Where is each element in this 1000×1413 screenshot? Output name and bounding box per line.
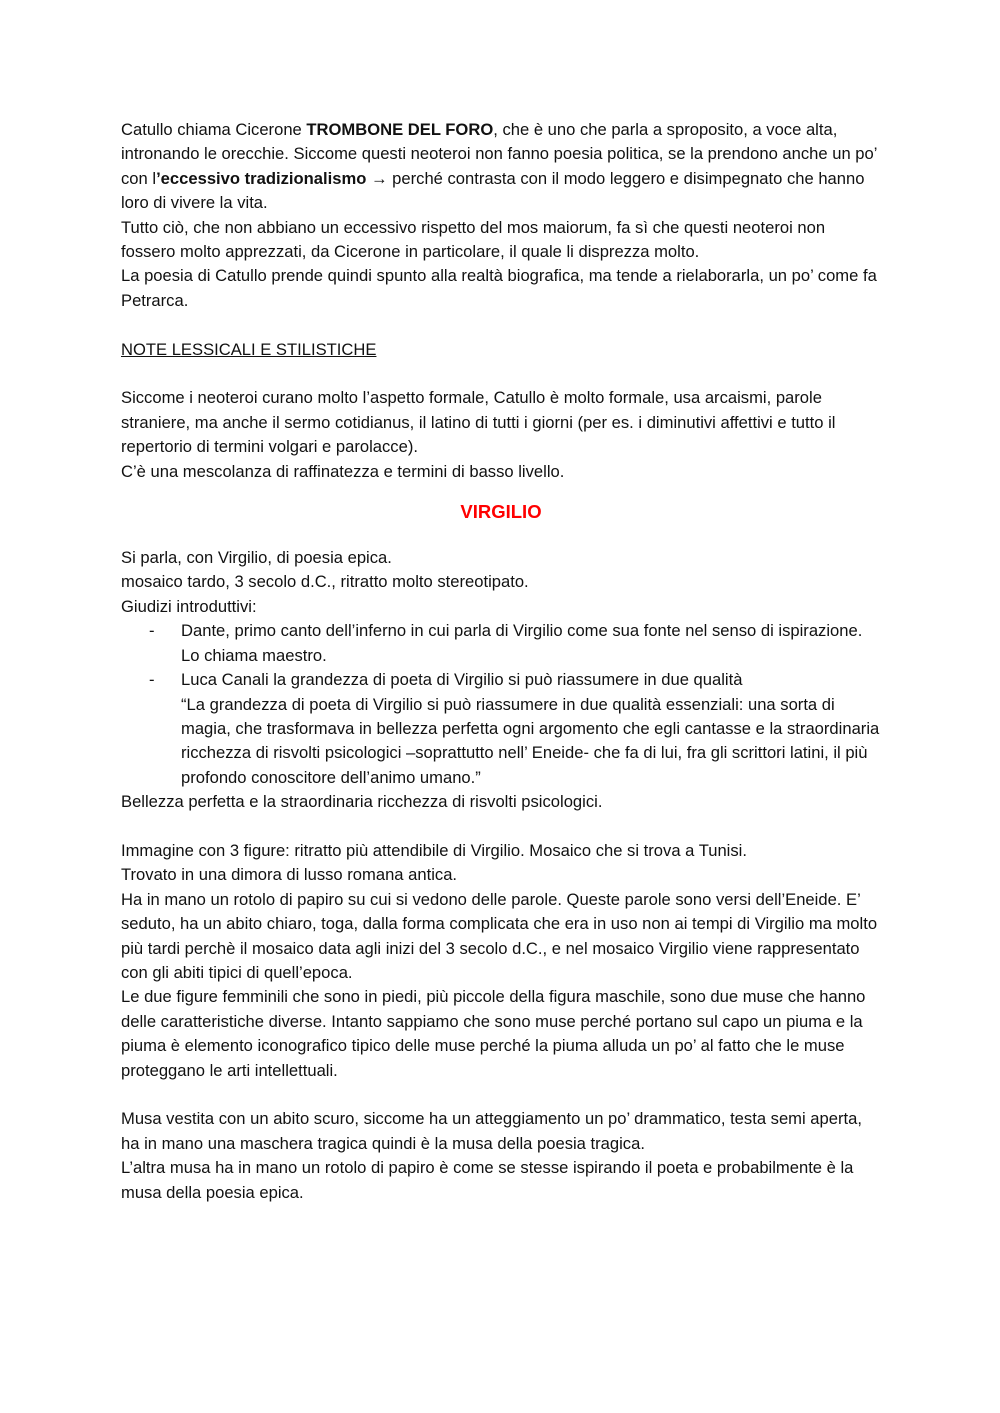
document-body [121, 118, 881, 1205]
quote-text: “La grandezza di poeta di Virgilio si può riassumere in due qualità essenziali: una sorta di magia, che trasformava in bellezza perfetta ogni argomento che egli cantasse e la straordinaria ricchezza di risvolti psicologici –soprattutto nell’ Eneide- che fa di lui, fra gli scrittori latini, il più profondo conoscitore dell’animo umano.” [181, 694, 880, 787]
line-poesia-epica: Si parla, con Virgilio, di poesia epica. [121, 548, 392, 568]
list-item-dante [121, 619, 881, 668]
dash-bullet: - [149, 670, 155, 690]
paragraph-rotolo-papiro: Ha in mano un rotolo di papiro su cui si vedono delle parole. Queste parole sono versi dell’Eneide. E’ seduto, ha un abito chiaro, toga, dalla forma complicata che era in uso non ai tempi di Virgilio ma molto più tardi perchè il mosaico data agli inizi del 3 secolo d.C., e nel mosaico Virgilio viene rappresentato con gli abiti tipici di quell’epoca. [121, 889, 878, 982]
text-run: → perché contrasta con il modo leggero e disimpegnato che hanno loro di vivere la vita. [121, 168, 865, 213]
section-heading-note-lessicali: NOTE LESSICALI E STILISTICHE [121, 339, 377, 359]
giudizi-list [121, 619, 881, 790]
paragraph-immagine-3-figure: Immagine con 3 figure: ritratto più attendibile di Virgilio. Mosaico che si trova a Tunisi. [121, 840, 747, 860]
paragraph-catullo-cicerone [121, 118, 881, 216]
paragraph-poesia-catullo: La poesia di Catullo prende quindi spunto alla realtà biografica, ma tende a rielaborarla, un po’ come fa Petrarca. [121, 266, 877, 310]
spacer [121, 815, 881, 839]
spacer [121, 1083, 881, 1107]
spacer [121, 362, 881, 386]
paragraph-dimora-lusso: Trovato in una dimora di lusso romana antica. [121, 865, 458, 885]
bold-term-trombone: TROMBONE DEL FORO [306, 120, 494, 139]
list-item-text: Dante, primo canto dell’inferno in cui parla di Virgilio come sua fonte nel senso di ispirazione. Lo chiama maestro. [181, 621, 863, 665]
line-mosaico-tardo: mosaico tardo, 3 secolo d.C., ritratto molto stereotipato. [121, 572, 529, 592]
paragraph-mescolanza: C’è una mescolanza di raffinatezza e termini di basso livello. [121, 461, 565, 481]
bold-term-tradizionalismo: ’eccessivo tradizionalismo [156, 168, 367, 188]
dash-bullet: - [149, 621, 155, 641]
line-giudizi-introduttivi: Giudizi introduttivi: [121, 596, 257, 616]
text-run: Catullo chiama Cicerone [121, 120, 307, 139]
paragraph-musa-scura: Musa vestita con un abito scuro, siccome ha un atteggiamento un po’ drammatico, testa semi aperta, ha in mano una maschera tragica quindi è la musa della poesia tragica. [121, 1109, 862, 1153]
paragraph-figure-femminili: Le due figure femminili che sono in piedi, più piccole della figura maschile, sono due muse che hanno delle caratteristiche diverse. Intanto sappiamo che sono muse perché portano sul capo un piuma e la piuma è elemento iconografico tipico delle muse perché la piuma alluda un po’ al fatto che le muse proteggano le arti intellettuali. [121, 987, 866, 1080]
text-run: , che è uno che parla a sproposito, a voce alta, intronando le orecchie. Siccome questi neoteroi non fanno poesia politica, se la prendono anche un po’ con l [121, 120, 877, 188]
paragraph-neoteroi-formale: Siccome i neoteroi curano molto l’aspetto formale, Catullo è molto formale, usa arcaismi, parole straniere, ma anche il sermo cotidianus, il latino di tutti i giorni (per es. i diminutivi affettivi e tutto il repertorio di termini volgari e parolacce). [121, 388, 836, 457]
list-item-text: Luca Canali la grandezza di poeta di Virgilio si può riassumere in due qualità [181, 670, 743, 690]
spacer [121, 313, 881, 337]
section-title-virgilio: VIRGILIO [460, 501, 542, 523]
list-item-luca-canali [121, 668, 881, 790]
paragraph-mos-maiorum: Tutto ciò, che non abbiano un eccessivo rispetto del mos maiorum, fa sì che questi neoteroi non fossero molto apprezzati, da Cicerone in particolare, il quale li disprezza molto. [121, 217, 826, 262]
paragraph-altra-musa: L’altra musa ha in mano un rotolo di papiro è come se stesse ispirando il poeta e probabilmente è la musa della poesia epica. [121, 1158, 854, 1202]
line-bellezza-perfetta: Bellezza perfetta e la straordinaria ricchezza di risvolti psicologici. [121, 792, 603, 812]
